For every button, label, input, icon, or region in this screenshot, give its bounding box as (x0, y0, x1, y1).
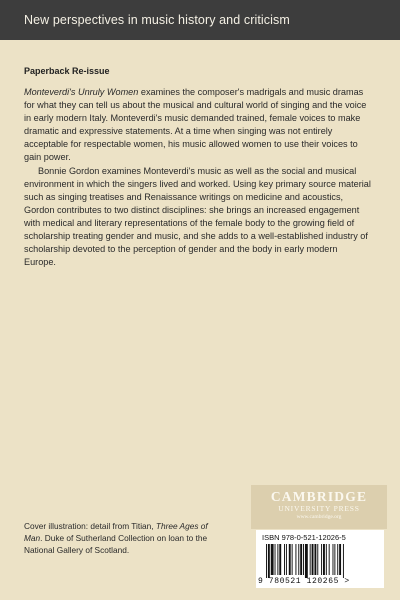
publisher-logo (251, 485, 387, 529)
publisher-subtitle: UNIVERSITY PRESS (278, 504, 360, 513)
blurb-paragraph-1-text: examines the composer's madrigals and music dramas for what they can tell us about the musical and cultural world of singing and the voice in early modern Italy. Monteverdi's music demanded trained, female voices to make dramatic and expressive statements. At a time when singing was not entirely acceptable for respectable women, his music allowed women to use their voices to gain power. (24, 87, 367, 163)
painting-title: Three Ages of Man (24, 521, 208, 543)
publisher-name: CAMBRIDGE (270, 489, 368, 504)
book-title: Monteverdi's Unruly Women (24, 87, 139, 97)
blurb-paragraph-1 (24, 86, 371, 165)
back-cover-blurb (24, 86, 371, 269)
series-title: New perspectives in music history and criticism (24, 13, 290, 27)
publisher-url: www.cambridge.org (296, 514, 342, 520)
cover-illustration-credit (24, 521, 224, 556)
barcode-icon (266, 544, 374, 578)
series-header-bar (0, 0, 400, 40)
isbn-text: ISBN 978-0-521-12026-5 (262, 533, 346, 542)
blurb-paragraph-2: Bonnie Gordon examines Monteverdi's music as well as the social and musical environment in which the singers lived and worked. Using key primary source material such as singing treatises and Renaissance writings on medicine and acoustics, Gordon contributes to two distinct disciplines: she brings an increased engagement with medical and literary representations of the female body to the growing field of scholarship treating gender and music, and she adds to a well-established industry of scholarship devoted to the perception of gender and the body in early modern Europe. (24, 165, 371, 268)
credit-lead: Cover illustration: detail from Titian, (24, 521, 156, 531)
barcode-digits: 9 780521 120265 > (258, 577, 350, 586)
credit-rest: . Duke of Sutherland Collection on loan to the National Gallery of Scotland. (24, 532, 208, 555)
paperback-reissue-label: Paperback Re-issue (24, 66, 110, 76)
barcode-panel (256, 530, 384, 588)
